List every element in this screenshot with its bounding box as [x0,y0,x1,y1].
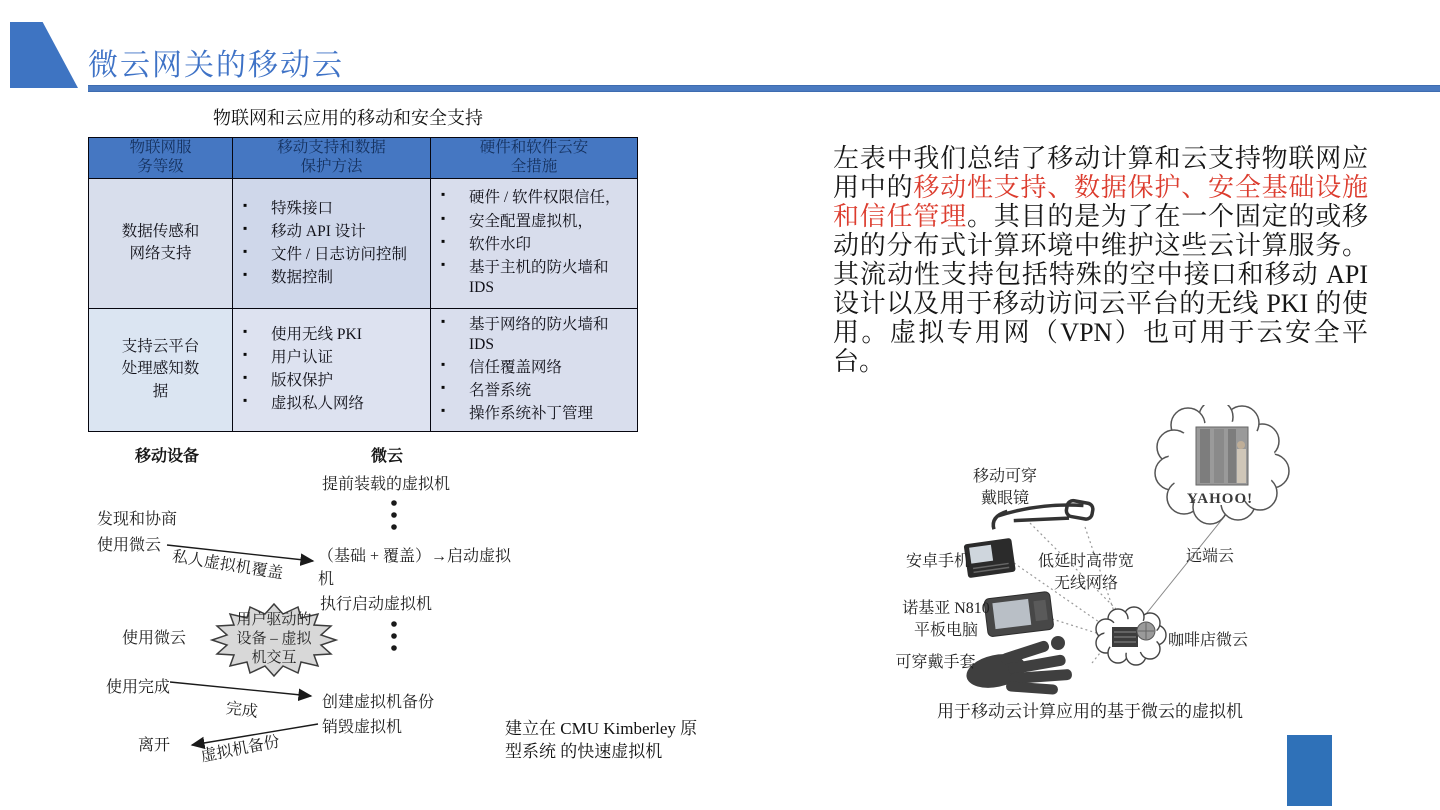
flow-discover: 发现和协商 [97,511,178,528]
table-bullet-item: ▪ 基于网络的防火墙和 IDS [433,315,635,355]
table-bullet-item: ▪ 硬件 / 软件权限信任， [433,188,635,208]
server-image [1196,427,1248,485]
label-wireless-network: 低延时高带宽 无线网络 [1037,553,1134,592]
cell-measures-1 [431,178,638,308]
burst-line: 设备 – 虚拟 [236,631,312,647]
flow-use-cloudlet-1: 使用微云 [97,537,162,554]
flow-done-left: 使用完成 [106,679,171,696]
table-bullet-item: ▪ 信任覆盖网络 [433,358,635,378]
table-header-service-level: 物联网服务等级 [89,138,233,179]
table-bullet-item: ▪ 虚拟私人网络 [235,394,428,414]
table-bullet-item: ▪ 使用无线 PKI [235,325,428,345]
page-title: 微云网关的移动云 [88,49,344,82]
flow-col-mobile-device: 移动设备 [135,448,200,465]
table-bullet-item: ▪ 安全配置虚拟机， [433,212,635,232]
cell-measures-2 [431,308,638,431]
table-header-mobile-support: 移动支持和数据保护方法 [233,138,431,179]
methods-list-1 [235,199,428,289]
support-table [88,137,638,432]
label-coffee-shop-cloudlet: 咖啡店微云 [1167,632,1248,649]
measures-list-1 [433,188,635,298]
done-arrow [170,682,311,696]
flow-overlay-arrow-label: 私人虚拟机覆盖 [171,548,285,583]
table-bullet-item: ▪ 特殊接口 [235,199,428,219]
table-bullet-item: ▪ 基于主机的防火墙和 IDS [433,258,635,298]
cell-service-level-2: 支持云平台处理感知数据 [89,308,233,431]
glove-image [963,636,1072,695]
burst-line: 机交互 [251,650,297,666]
flow-use-cloudlet-2: 使用微云 [122,630,187,647]
table-row [89,308,638,431]
flow-col-cloudlet: 微云 [371,448,404,465]
yahoo-logo: YAHOO! [1186,491,1254,507]
flow-starburst-label [214,611,334,668]
cmu-kimberley-note: 建立在 CMU Kimberley 原型系统 的快速虚拟机 [505,719,698,761]
title-accent-shape [10,22,78,88]
figure-caption: 用于移动云计算应用的基于微云的虚拟机 [937,702,1243,721]
measures-list-2 [433,315,635,425]
summary-before: 左表中我们总结了移动计算和云支持物联网应用中的 [833,144,1368,202]
table-bullet-item: ▪ 移动 API 设计 [235,222,428,242]
table-bullet-item: ▪ 软件水印 [433,235,635,255]
table-bullet-item: ▪ 操作系统补丁管理 [433,404,635,424]
label-wearable-glasses: 移动可穿戴眼镜 [972,468,1037,507]
cell-methods-2 [233,308,431,431]
table-bullet-item: ▪ 文件 / 日志访问控制 [235,245,428,265]
label-android-phone: 安卓手机 [905,553,970,570]
table-row [89,178,638,308]
flow-done-arrow-label: 完成 [224,700,259,721]
label-remote-cloud: 远端云 [1185,548,1234,565]
flow-execute-vm: 执行启动虚拟机 [320,596,433,613]
table-bullet-item: ▪ 版权保护 [235,371,428,391]
title-rule [88,85,1440,92]
flow-create-backup: 创建虚拟机备份 [322,694,435,711]
label-nokia-n810: 诺基亚 N810 平板电脑 [902,600,990,639]
table-header-row [89,138,638,179]
cell-service-level-1: 数据传感和网络支持 [89,178,233,308]
table-bullet-item: ▪ 数据控制 [235,268,428,288]
methods-list-2 [235,325,428,415]
bottom-accent-rect [1287,735,1332,806]
cell-methods-1 [233,178,431,308]
table-bullet-item: ▪ 用户认证 [235,348,428,368]
burst-line: 用户驱动的 [236,612,312,628]
flow-depart: 离开 [138,737,171,754]
table-caption: 物联网和云应用的移动和安全支持 [213,108,483,128]
flow-destroy-vm: 销毁虚拟机 [322,719,403,736]
flow-backup-arrow-label: 虚拟机备份 [199,733,282,766]
label-wearable-glove: 可穿戴手套 [895,654,976,671]
flow-launch-vm: （基础 + 覆盖）→启动虚拟机 [318,548,512,589]
summary-paragraph [833,144,1368,376]
table-header-security: 硬件和软件云安全措施 [431,138,638,179]
flow-preloaded-vm: 提前装载的虚拟机 [322,476,451,493]
summary-after: 。其目的是为了在一个固定的或移动的分布式计算环境中维护这些云计算服务。其流动性支持包括特殊的空中接口和移动 API 设计以及用于移动访问云平台的无线 PKI 的使用。虚拟专用网（VPN）也可用于云安全平台。 [833,202,1368,376]
table-bullet-item: ▪ 名誉系统 [433,381,635,401]
summary-highlight: 移动性支持、数据保护、安全基础设施和信任管理 [833,173,1368,231]
